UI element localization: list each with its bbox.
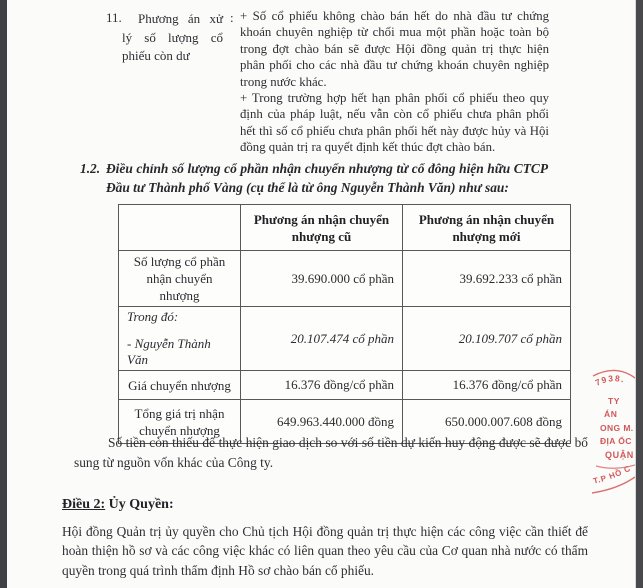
scan-edge-left [0,0,7,588]
row-label: Tổng giá trị nhận chuyển nhượng [119,400,241,444]
article-2-title: Ủy Quyền: [105,497,174,512]
stamp-icon [560,355,635,495]
row-label: Số lượng cổ phần nhận chuyển nhượng [119,251,241,307]
section-number: 1.2. [80,161,101,176]
empty-header-cell [119,205,241,251]
svg-text:7938. [594,373,627,388]
old-value: 39.690.000 cổ phần [241,251,403,307]
section-1-2-heading [80,159,548,197]
stamp-line-3: ONG M. [600,423,634,433]
article-2-body: Hội đồng Quản trị ủy quyền cho Chủ tịch Hội đồng quản trị thực hiện các công việc cần thiết để hoàn thiện hồ sơ và các công việc khác có liên quan theo yêu cầu của Cơ quan nhà nước có thẩm quyền trong quá trình thẩm định Hồ sơ chào bán cổ phiếu. [62,524,588,578]
company-seal-stamp [560,355,635,495]
old-value: 16.376 đồng/cổ phần [241,371,403,400]
article-2-heading [62,497,174,513]
table-row-quantity [119,251,571,307]
column-header-old: Phương án nhận chuyển nhượng cũ [241,205,403,251]
stamp-line-1: TY [608,396,621,406]
row-sublabel-name: - Nguyễn Thành Văn [127,336,211,367]
shortfall-note-paragraph: Số tiền còn thiếu để thực hiện giao dịch so với số tiền dự kiến huy động được sẽ được bổ sung từ nguồn vốn khác của Công ty. [74,435,588,470]
stamp-city: T.P HỒ C [592,463,633,486]
item-label: Phương án xử lý số lượng cổ phiếu còn dư [122,11,223,63]
stamp-line-4: ĐỊA ỐC [600,436,632,446]
old-value: 20.107.474 cổ phần [241,307,403,371]
column-header-new: Phương án nhận chuyển nhượng mới [403,205,571,251]
table-row-detail [119,307,571,371]
stamp-line-2: ÁN [604,409,618,419]
bullet-1: + Số cổ phiếu không chào bán hết do nhà đầu tư chứng khoán chuyên nghiệp từ chối mua một phần hoặc toàn bộ trong đợt chào bán sẽ được Hội đồng quản trị thực hiện phân phối cho các nhà đầu tư chứng khoán chuyên nghiệp trong nước khác. [240,9,549,89]
stamp-line-5: QUẬN [605,450,634,460]
row-sublabel-top: Trong đó: [127,309,179,324]
old-value: 649.963.440.000 đồng [241,400,403,444]
row-label [119,307,241,371]
svg-text:T.P HỒ C [592,464,632,486]
article-2-label: Điều 2: [62,497,106,512]
table-header-row [119,205,571,251]
scan-edge-right [635,0,643,588]
stamp-number: 7938. [593,373,627,388]
table-row-price [119,371,571,400]
new-value: 20.109.707 cổ phần [403,307,571,371]
bullet-2: + Trong trường hợp hết hạn phân phối cổ phiếu theo quy định của pháp luật, nếu vẫn còn cổ phiếu chưa phân phối hết thì số cổ phiếu chưa phân phối hết này được hủy và Hội đồng quản trị ra quyết định kết thúc đợt chào bán. [240,91,549,155]
row-label: Giá chuyển nhượng [119,371,241,400]
new-value: 16.376 đồng/cổ phần [403,371,571,400]
section-heading-text: Điều chỉnh số lượng cổ phần nhận chuyển nhượng từ cổ đông hiện hữu CTCP Đầu tư Thành phố Vàng (cụ thể là từ ông Nguyễn Thành Văn) như sau: [106,161,548,195]
new-value: 39.692.233 cổ phần [403,251,571,307]
new-value: 650.000.007.608 đồng [403,400,571,444]
transfer-comparison-table [118,204,571,444]
item-content [240,8,549,156]
item-number: 11. [106,10,122,25]
item-colon: : [230,10,234,25]
